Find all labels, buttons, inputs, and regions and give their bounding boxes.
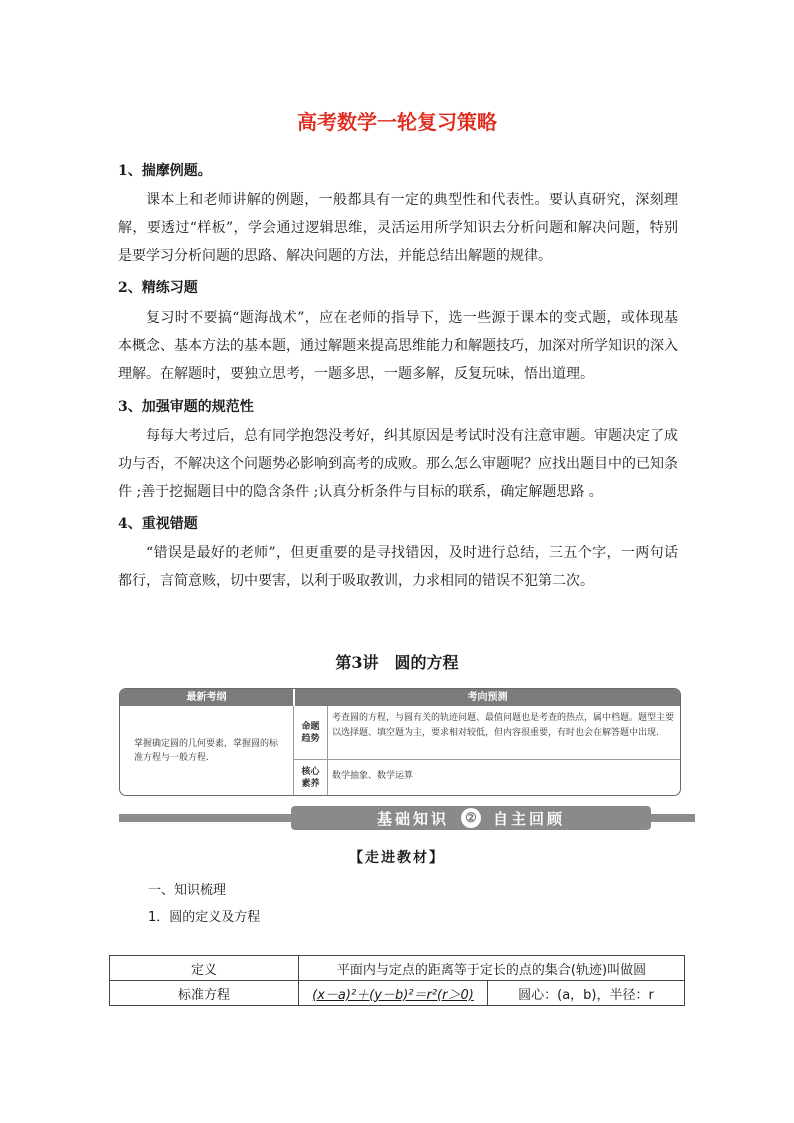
knowledge-heading: 一、知识梳理: [148, 883, 227, 898]
section-1-heading: 1、揣摩例题。: [118, 163, 212, 179]
lecture-title: 第3讲 圆的方程: [335, 653, 459, 672]
section-2-heading: 2、精练习题: [118, 280, 198, 296]
definition-table: [109, 955, 685, 1006]
item-heading: 1．圆的定义及方程: [148, 910, 261, 925]
syllabus-left-cell: [120, 706, 294, 795]
banner-pill: [291, 806, 651, 830]
circled-2-icon: ②: [461, 808, 481, 828]
trend-text: 考查圆的方程，与圆有关的轨迹问题、最值问题也是考查的热点，属中档题。题型主要以选择题、填空题为主，要求相对较低，但内容很重要，有时也会在解答题中出现.: [332, 713, 675, 738]
definition-label: 定义: [110, 956, 299, 981]
standard-equation: (x－a)²＋(y－b)²＝r²(r＞0): [299, 981, 488, 1006]
standard-equation-label: 标准方程: [110, 981, 299, 1006]
definition-value: 平面内与定点的距离等于定长的点的集合(轨迹)叫做圆: [299, 956, 685, 981]
table-row: [110, 956, 685, 981]
section-3-body: 每每大考过后，总有同学抱怨没考好，纠其原因是考试时没有注意审题。审题决定了成功与否，不解决这个问题势必影响到高考的成败。那么怎么审题呢？应找出题目中的已知条件 ;善于挖掘题目中的隐含条件 ;认真分析条件与目标的联系，确定解题思路 。: [118, 428, 678, 500]
section-4-heading: 4、重视错题: [118, 516, 198, 532]
banner-right-text: 自主回顾: [493, 809, 566, 828]
core-label: 核心素养: [301, 766, 320, 789]
syllabus-header-left: 最新考纲: [120, 689, 293, 706]
trend-label: 命题趋势: [301, 721, 320, 744]
section-banner: [119, 806, 695, 830]
trend-label-cell: [294, 706, 328, 760]
core-label-cell: [294, 760, 328, 795]
core-text: 数学抽象、数学运算: [332, 771, 414, 781]
section-1-body: 课本上和老师讲解的例题，一般都具有一定的典型性和代表性。要认真研究，深刻理解，要透过“样板”，学会通过逻辑思维，灵活运用所学知识去分析问题和解决问题，特别是要学习分析问题的思路、解决问题的方法，并能总结出解题的规律。: [118, 192, 678, 264]
banner-left-text: 基础知识: [376, 809, 449, 828]
textbook-subheading: 【走进教材】: [349, 850, 445, 866]
center-radius: 圆心：(a，b)，半径：r: [488, 981, 685, 1006]
syllabus-left-text: 掌握确定圆的几何要素，掌握圆的标准方程与一般方程.: [134, 738, 279, 763]
syllabus-box: [119, 688, 681, 796]
section-3-heading: 3、加强审题的规范性: [118, 399, 254, 415]
page-title: 高考数学一轮复习策略: [297, 110, 497, 134]
syllabus-row-divider: [327, 759, 680, 760]
section-2-body: 复习时不要搞“题海战术”，应在老师的指导下，选一些源于课本的变式题，或体现基本概念、基本方法的基本题，通过解题来提高思维能力和解题技巧，加深对所学知识的深入理解。在解题时，要独立思考，一题多思，一题多解，反复玩味，悟出道理。: [118, 310, 678, 382]
table-row: [110, 981, 685, 1006]
section-4-body: “错误是最好的老师”，但更重要的是寻找错因，及时进行总结，三五个字，一两句话都行，言简意赅，切中要害，以利于吸取教训，力求相同的错误不犯第二次。: [118, 545, 678, 589]
syllabus-header-right: 考向预测: [295, 689, 680, 706]
